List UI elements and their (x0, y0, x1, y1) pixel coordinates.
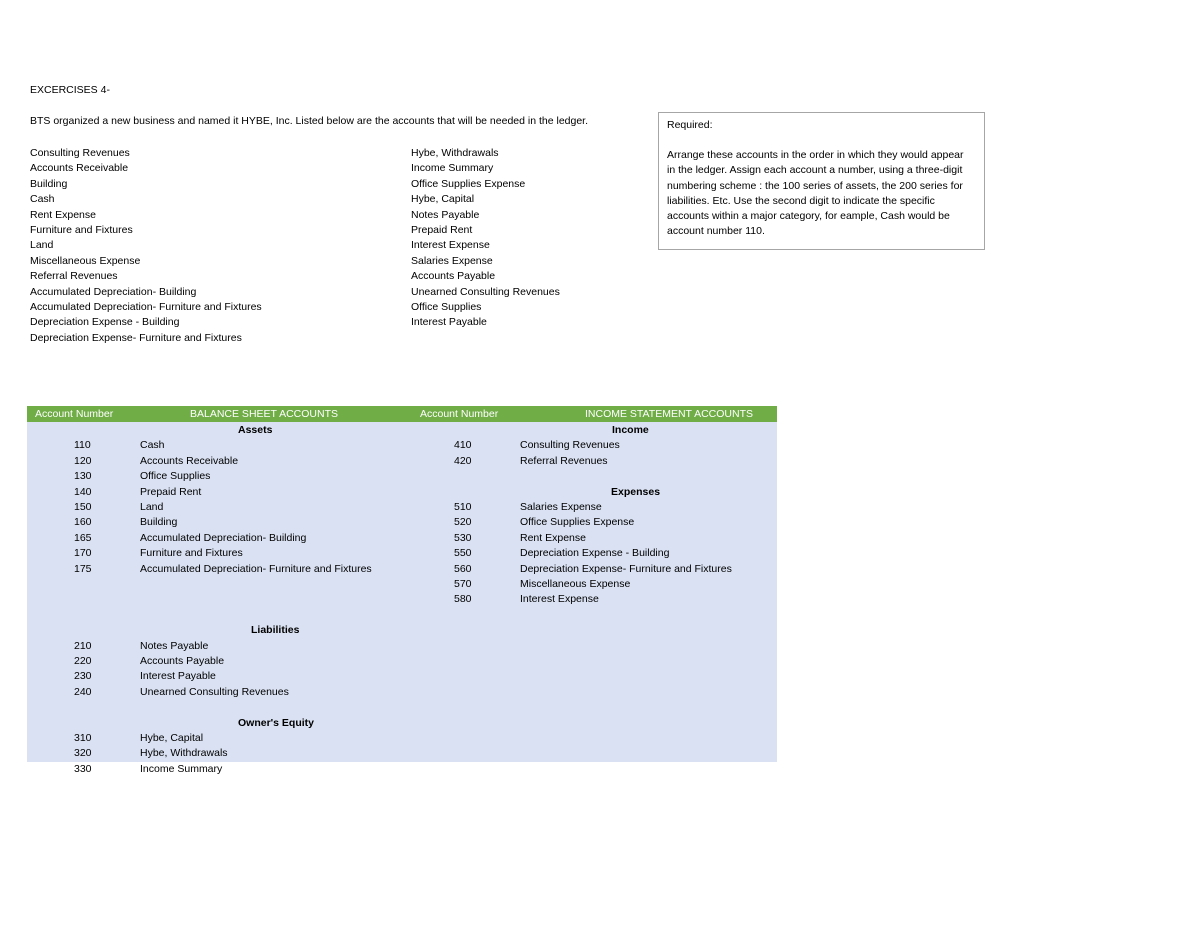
account-number: 530 (454, 531, 472, 544)
required-text (667, 148, 976, 239)
account-number: 310 (74, 732, 92, 744)
section-heading-liabilities: Liabilities (251, 624, 300, 637)
account-number: 165 (74, 531, 92, 544)
required-line: in the ledger. Assign each account a number, using a three-digit (667, 164, 963, 177)
account-list-item: Interest Payable (411, 316, 487, 329)
required-line: liabilities. Etc. Use the second digit to indicate the specific (667, 194, 935, 207)
account-number: 220 (74, 655, 92, 667)
table-row (27, 438, 777, 453)
account-list-item: Furniture and Fixtures (30, 223, 133, 236)
account-number: 330 (74, 762, 92, 775)
account-number: 560 (454, 562, 472, 575)
account-name: Hybe, Withdrawals (140, 747, 228, 760)
table-row (27, 623, 777, 638)
account-number: 160 (74, 516, 92, 529)
account-name: Furniture and Fixtures (140, 547, 243, 560)
account-number: 175 (74, 562, 92, 575)
account-name: Referral Revenues (520, 454, 608, 467)
account-list-item: Interest Expense (411, 239, 490, 252)
table-row (27, 685, 777, 700)
account-name: Accounts Receivable (140, 454, 239, 467)
account-name: Cash (140, 439, 165, 452)
section-heading-expenses: Expenses (611, 485, 661, 498)
account-name: Office Supplies (140, 470, 211, 483)
account-name: Depreciation Expense- Furniture and Fixtures (520, 562, 732, 575)
header-account-number-right: Account Number (420, 408, 499, 420)
account-list-item: Depreciation Expense - Building (30, 316, 180, 329)
account-list-item: Notes Payable (411, 208, 480, 221)
accounts-list-right (411, 146, 560, 331)
section-heading-income: Income (612, 424, 649, 436)
account-list-item: Salaries Expense (411, 254, 493, 267)
account-name: Accounts Payable (140, 655, 225, 667)
header-account-number-left: Account Number (35, 408, 114, 420)
table-row (27, 639, 777, 654)
account-name: Consulting Revenues (520, 439, 620, 452)
table-row (27, 746, 777, 761)
account-list-item: Miscellaneous Expense (30, 254, 141, 267)
table-row (27, 500, 777, 515)
account-name: Accumulated Depreciation- Furniture and Fixtures (140, 562, 372, 575)
account-list-item: Consulting Revenues (30, 147, 130, 159)
account-number: 510 (454, 501, 472, 513)
account-list-item: Building (30, 177, 68, 190)
accounts-list-left (30, 146, 262, 346)
account-list-item: Office Supplies (411, 300, 482, 313)
exercise-title: EXCERCISES 4- (30, 84, 110, 96)
account-name: Salaries Expense (520, 501, 602, 513)
intro-text: BTS organized a new business and named it HYBE, Inc. Listed below are the accounts that will be needed in the ledger. (30, 115, 589, 127)
account-name: Notes Payable (140, 639, 209, 652)
account-name: Building (140, 516, 178, 529)
header-income-statement: INCOME STATEMENT ACCOUNTS (585, 408, 754, 420)
account-list-item: Referral Revenues (30, 270, 118, 283)
table-row (27, 531, 777, 546)
account-list-item: Hybe, Capital (411, 193, 475, 206)
account-number: 210 (74, 639, 92, 652)
table-row (27, 669, 777, 684)
account-list-item: Unearned Consulting Revenues (411, 285, 560, 298)
table-row (27, 577, 777, 592)
required-label: Required: (667, 119, 713, 131)
table-row (27, 515, 777, 530)
account-list-item: Hybe, Withdrawals (411, 147, 499, 159)
table-row (27, 454, 777, 469)
account-list-item: Rent Expense (30, 208, 96, 221)
account-list-item: Accounts Receivable (30, 162, 129, 175)
account-number: 520 (454, 516, 472, 529)
table-row (27, 423, 777, 438)
section-heading-assets: Assets (238, 424, 273, 436)
account-list-item: Accounts Payable (411, 270, 496, 283)
account-name: Depreciation Expense - Building (520, 547, 670, 560)
account-name: Prepaid Rent (140, 485, 202, 498)
account-number: 410 (454, 439, 472, 452)
account-name: Office Supplies Expense (520, 516, 635, 529)
table-body (27, 422, 777, 775)
account-list-item: Land (30, 239, 54, 252)
chart-of-accounts-table (27, 406, 777, 775)
table-row (27, 654, 777, 669)
account-name: Accumulated Depreciation- Building (140, 531, 307, 544)
account-number: 120 (74, 454, 92, 467)
header-balance-sheet: BALANCE SHEET ACCOUNTS (190, 408, 339, 420)
account-name: Rent Expense (520, 531, 586, 544)
account-name: Income Summary (140, 762, 223, 775)
account-number: 140 (74, 485, 92, 498)
table-header (27, 406, 777, 422)
account-number: 230 (74, 670, 92, 683)
required-box (658, 112, 985, 250)
account-list-item: Depreciation Expense- Furniture and Fixtures (30, 331, 242, 344)
account-list-item: Accumulated Depreciation- Furniture and Fixtures (30, 300, 262, 313)
account-name: Hybe, Capital (140, 732, 204, 744)
account-number: 240 (74, 685, 92, 698)
account-list-item: Cash (30, 193, 55, 206)
account-name: Interest Payable (140, 670, 216, 683)
account-number: 170 (74, 547, 92, 560)
account-name: Land (140, 501, 164, 513)
account-number: 150 (74, 501, 92, 513)
required-line: numbering scheme : the 100 series of assets, the 200 series for (667, 179, 963, 192)
account-number: 550 (454, 547, 472, 560)
account-list-item: Office Supplies Expense (411, 177, 526, 190)
account-number: 420 (454, 454, 472, 467)
account-list-item: Income Summary (411, 162, 494, 175)
required-line: accounts within a major category, for eample, Cash would be (667, 210, 950, 223)
table-row (27, 592, 777, 607)
table-row (27, 469, 777, 484)
account-number: 130 (74, 470, 92, 483)
account-name: Miscellaneous Expense (520, 578, 631, 590)
table-row (27, 546, 777, 561)
account-number: 110 (74, 439, 91, 452)
table-row (27, 716, 777, 731)
account-number: 320 (74, 747, 92, 760)
account-number: 580 (454, 593, 472, 606)
table-row (27, 731, 777, 746)
section-heading-equity: Owner's Equity (238, 716, 315, 729)
table-row (27, 762, 777, 777)
account-name: Unearned Consulting Revenues (140, 685, 289, 698)
account-name: Interest Expense (520, 593, 599, 606)
table-row (27, 485, 777, 500)
table-row (27, 562, 777, 577)
account-list-item: Accumulated Depreciation- Building (30, 285, 197, 298)
account-list-item: Prepaid Rent (411, 223, 473, 236)
required-line: Arrange these accounts in the order in which they would appear (667, 149, 964, 162)
required-line: account number 110. (667, 225, 765, 238)
account-number: 570 (454, 578, 472, 590)
